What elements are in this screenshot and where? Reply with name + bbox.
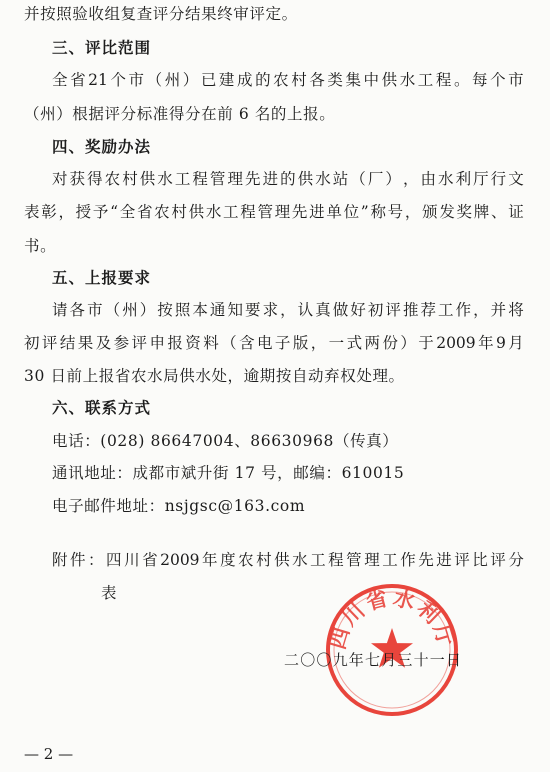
page-number: — 2 —	[24, 745, 74, 763]
section-heading-rewards: 四、奖励办法	[52, 138, 152, 156]
text-line: 30 日前上报省农水局供水处，逾期按自动弃权处理。	[24, 367, 405, 385]
contact-address: 通讯地址：成都市斌升街 17 号，邮编：610015	[52, 464, 405, 482]
issue-date: 二〇〇九年七月三十一日	[284, 651, 463, 669]
seal-text: 四川省水利厅	[324, 584, 460, 652]
section-heading-submission: 五、上报要求	[52, 269, 152, 287]
text-line: 全 省 21 个 市 （ 州 ） 已 建 成 的 农 村 各 类 集 中 供 水 工 程 。 每 个 市	[52, 71, 524, 89]
text-line: 对 获 得 农 村 供 水 工 程 管 理 先 进 的 供 水 站 （ 厂 ） ， 由 水 利 厅 行 文	[52, 170, 524, 188]
attachment-line-cont: 表	[101, 584, 118, 602]
text-line: 表 彰 ， 授 予 “ 全 省 农 村 供 水 工 程 管 理 先 进 单 位 ” 称 号 ， 颁 发 奖 牌 、 证	[24, 203, 524, 221]
text-line: 初 评 结 果 及 参 评 申 报 资 料 （ 含 电 子 版 ， 一 式 两 份 ） 于 2009 年 9 月	[24, 334, 524, 352]
contact-email: 电子邮件地址：nsjgsc@163.com	[52, 497, 306, 515]
text-line: 书。	[24, 237, 57, 255]
text-line: 并按照验收组复查评分结果终审评定。	[24, 5, 298, 23]
section-heading-contact: 六、联系方式	[52, 399, 152, 417]
contact-phone: 电话：(028) 86647004、86630968（传真）	[52, 432, 399, 450]
text-line: 请 各 市 （ 州 ） 按 照 本 通 知 要 求 ， 认 真 做 好 初 评 推 荐 工 作 ， 并 将	[52, 301, 524, 319]
text-line: （州）根据评分标准得分在前 6 名的上报。	[24, 105, 336, 123]
section-heading-scope: 三、评比范围	[52, 39, 152, 57]
attachment-line: 附 件 ： 四 川 省 2009 年 度 农 村 供 水 工 程 管 理 工 作 先 进 评 比 评 分	[52, 551, 524, 569]
